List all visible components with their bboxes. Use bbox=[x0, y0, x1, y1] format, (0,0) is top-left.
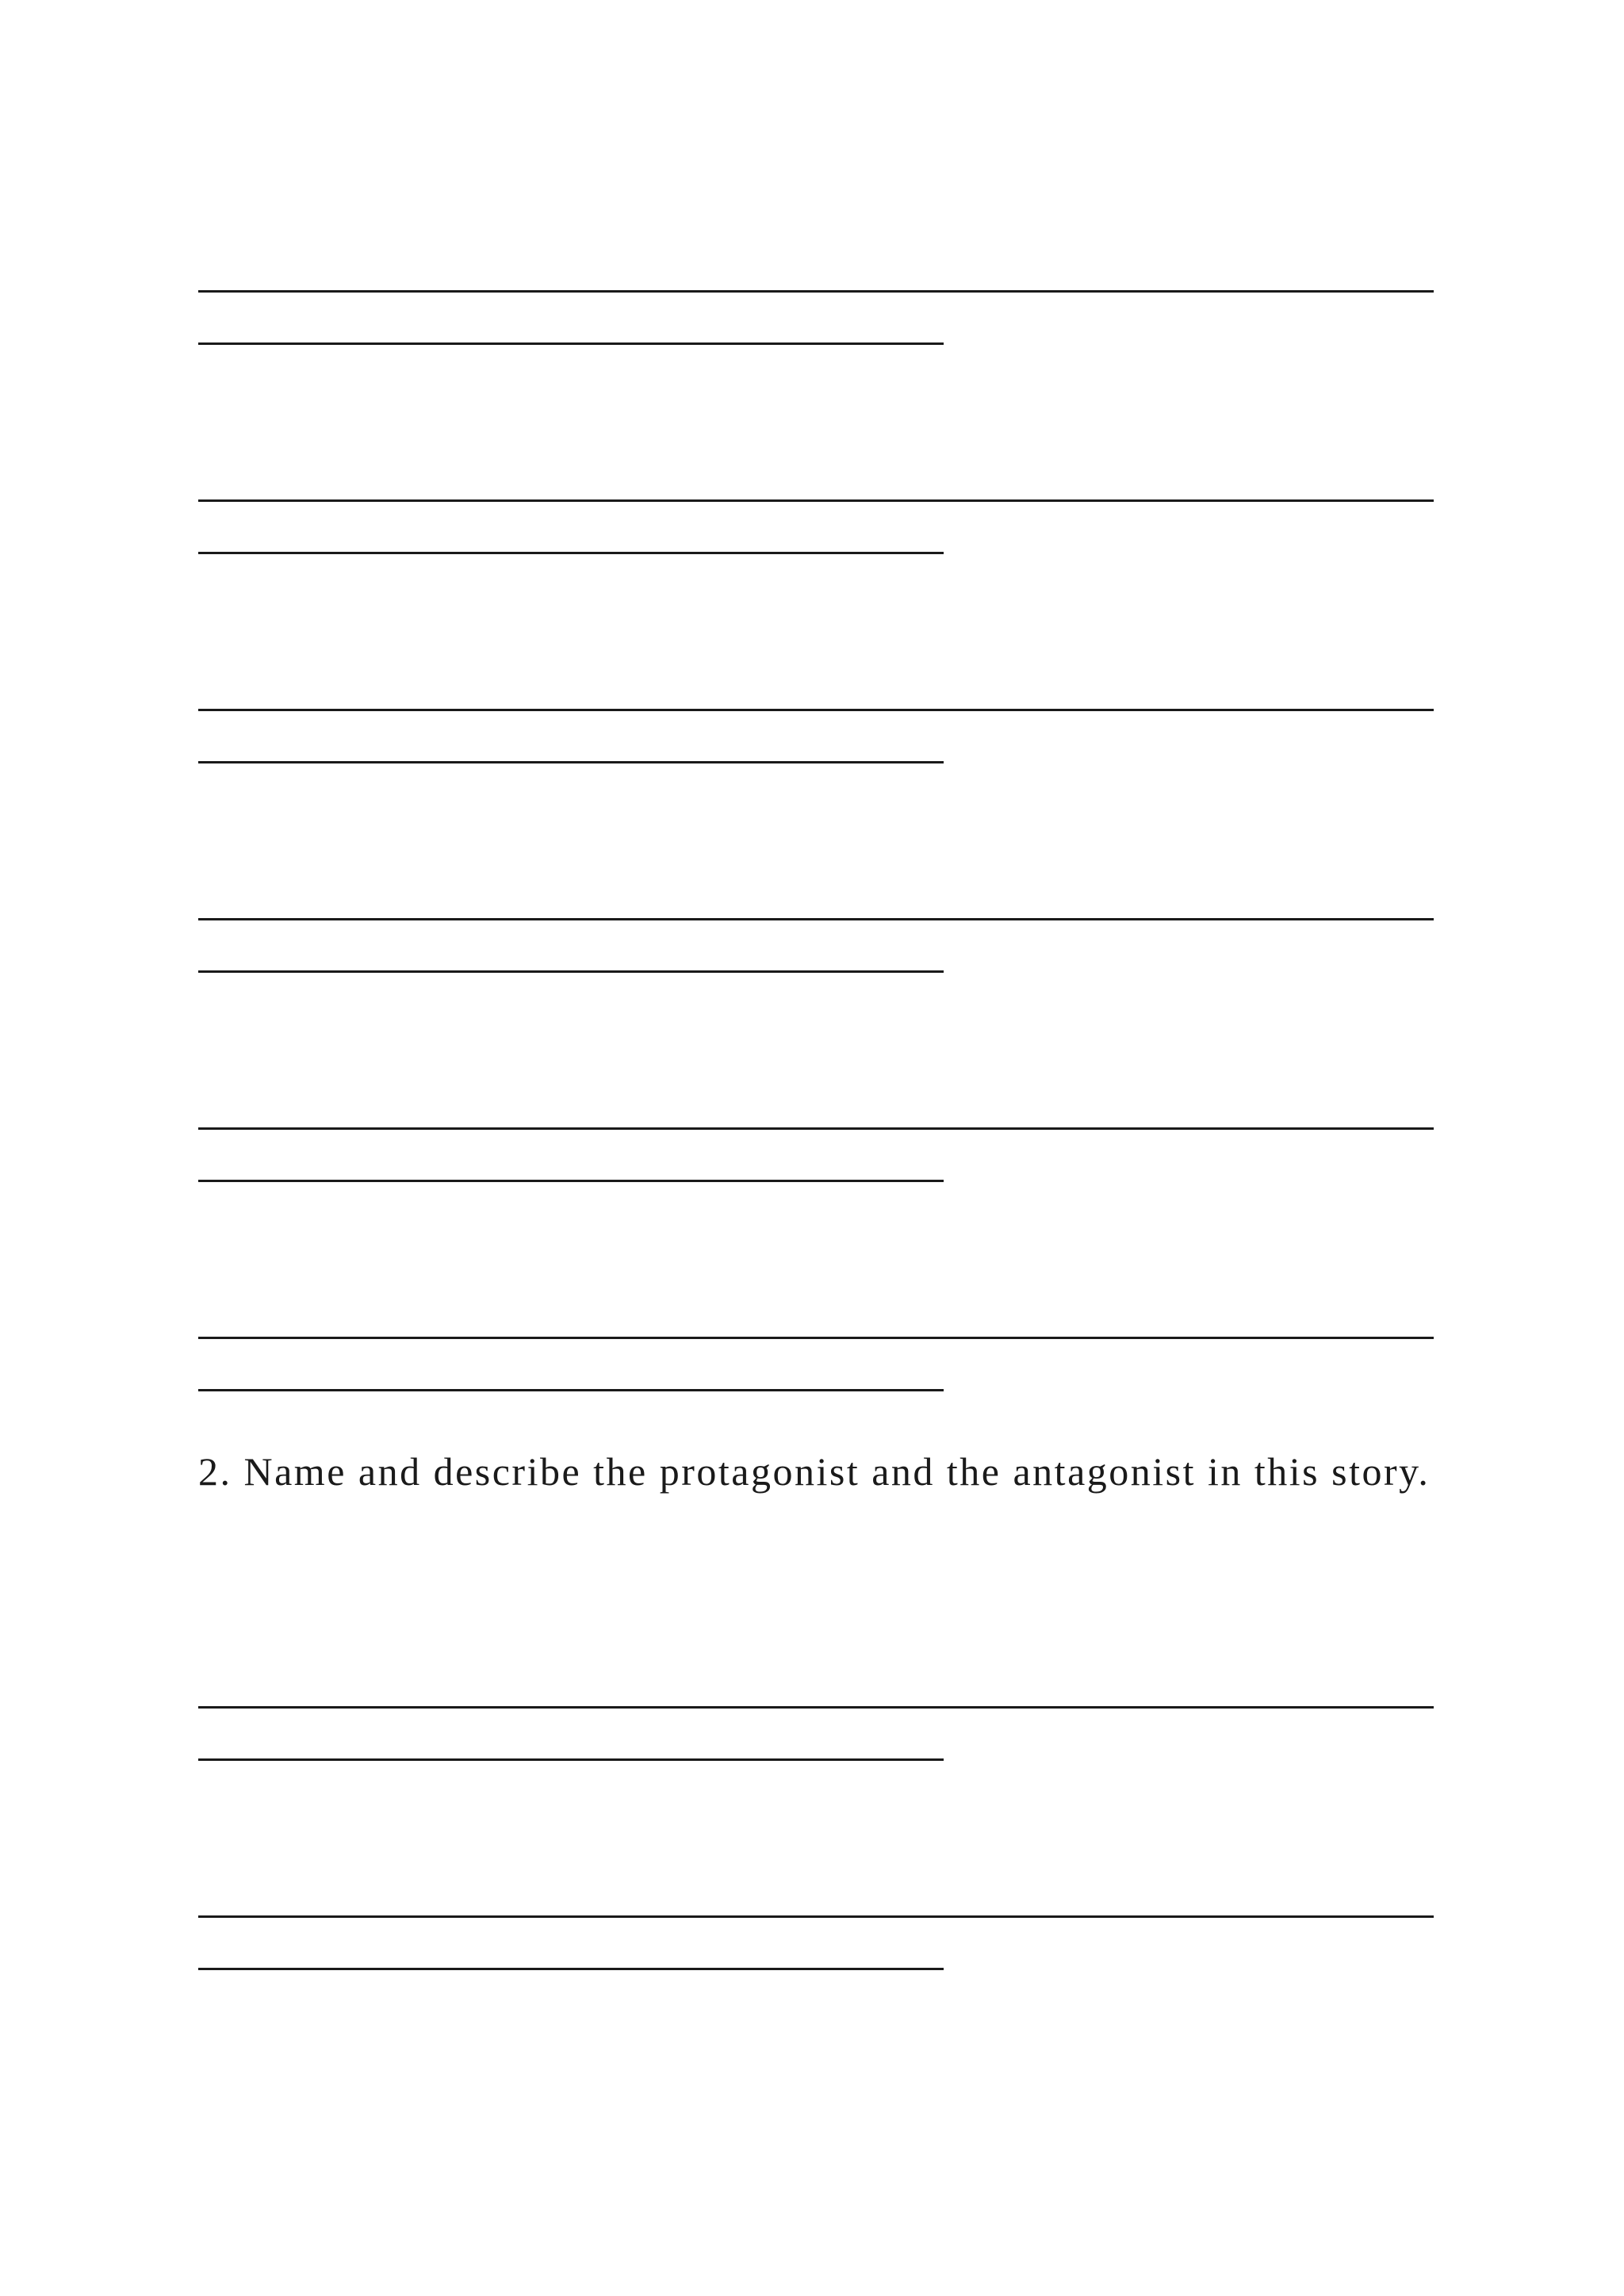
answer-rule-long bbox=[198, 499, 1434, 502]
answer-rule-short bbox=[198, 342, 944, 345]
question-2-text: 2. Name and describe the protagonist and the antagonist in this story. bbox=[198, 1449, 1431, 1494]
answer-rule-long bbox=[198, 1915, 1434, 1918]
answer-rule-short bbox=[198, 1758, 944, 1761]
answer-rule-short bbox=[198, 552, 944, 554]
answer-rule-short bbox=[198, 970, 944, 973]
answer-rule-long bbox=[198, 290, 1434, 293]
answer-rule-short bbox=[198, 1389, 944, 1391]
answer-rule-short bbox=[198, 761, 944, 763]
answer-rule-long bbox=[198, 1337, 1434, 1339]
answer-rule-long bbox=[198, 1706, 1434, 1709]
answer-rule-long bbox=[198, 1127, 1434, 1130]
answer-rule-short bbox=[198, 1968, 944, 1970]
answer-rule-long bbox=[198, 918, 1434, 920]
answer-rule-long bbox=[198, 709, 1434, 711]
answer-rule-short bbox=[198, 1180, 944, 1182]
